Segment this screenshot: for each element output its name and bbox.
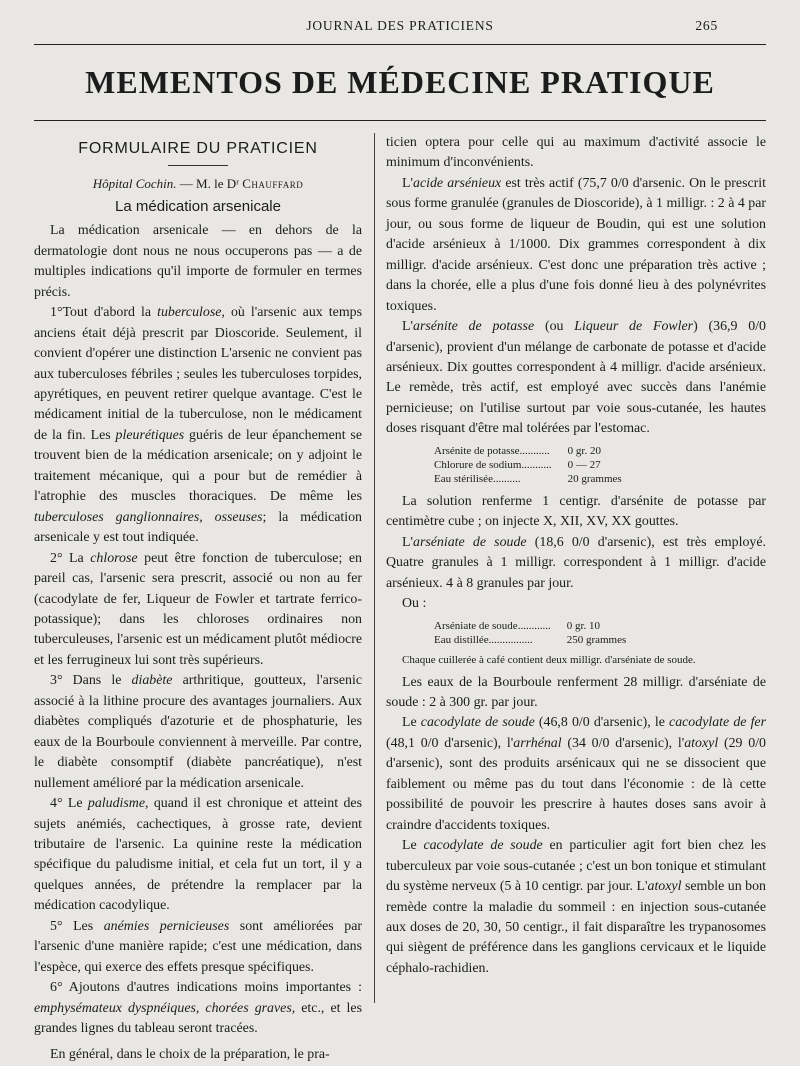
page-title: MEMENTOS DE MÉDECINE PRATIQUE: [85, 64, 715, 100]
header-rule: [34, 44, 766, 45]
paragraph-arsenite-potasse: L'arsénite de potasse (ou Liqueur de Fowler) (36,9 0/0 d'arsenic), provient d'un mélange de carbonate de potasse et d'acide arsénieux. Dix gouttes correspondent à 4 milligr. d'acide arsénieux. Le remède, très actif, est employé avec succès dans l'anémie pernicieuse; on l'utilise surtout par voie sous-cutanée, les hautes doses risquant d'être mal tolérées par l'estomac.: [386, 319, 766, 437]
running-head: [0, 18, 800, 38]
paragraph-diabete: 3° Dans le diabète arthritique, goutteux, l'arsenic associé à la lithine procure des avantages journaliers. Aux diabètes compliqués d'azoturie et de phosphaturie, les eaux de la Bourboule conviennent à merveille. Par contre, le diabète consomptif (diabète pancréatique), n'est nullement amélioré par la médication arsenicale.: [34, 673, 362, 791]
recipe-row: Eau distillée................ 250 grammes: [434, 633, 627, 646]
recipe-arseniate: [434, 619, 626, 647]
paragraph-cacodylates: Le cacodylate de soude (46,8 0/0 d'arsenic), le cacodylate de fer (48,1 0/0 d'arsenic), l'arrhénal (34 0/0 d'arsenic), l'atoxyl (29 0/0 d'arsenic), sont des produits arsénicaux qui ne se dissocient que faiblement ou même pas du tout dans l'économie : de là cette possibilité de pouvoir les prescrire à hautes doses sans avoir à craindre d'accidents toxiques.: [386, 715, 767, 833]
paragraph-chlorose: 2° La chlorose peut être fonction de tuberculose; en pareil cas, l'arsenic sera prescrit, associé ou non au fer (cacodylate de fer, Liqueur de Fowler et tartrate ferrico-potassique); dans les chloroses ordinaires non tuberculeuses, l'arsenic est un médicament plutôt médiocre et les ferrugineux lui sont très supérieurs.: [34, 550, 362, 668]
paragraph-ou: Ou :: [402, 596, 427, 612]
byline-place: Hôpital Cochin.: [92, 176, 177, 192]
paragraph-intro: La médication arsenicale — en dehors de la dermatologie dont nous ne nous occuperons pas — a de multiples indications qu'il importe de formuler en termes précis.: [34, 223, 362, 300]
left-column: [34, 133, 362, 1066]
recipe-row: Arséniate de soude............ 0 gr. 10: [434, 619, 601, 632]
column-divider: [374, 133, 375, 1003]
paragraph-acide-arsenieux: L'acide arsénieux est très actif (75,7 0/0 d'arsenic. On le prescrit sous forme granulée (granules de Dioscoride), à 1 milligr. : 2 à 4 par jour, ou sous forme de liqueur de Boudin, qui est une solution d'acide arsénieux à 1/1000. Dix grammes correspondent à dix milligr. d'acide arsénieux. C'est donc une préparation très active ; dans la chorée, elle a plus d'une fois donné lieu à des polynévrites toxiques.: [386, 175, 766, 314]
byline: [34, 174, 362, 194]
paragraph-solution: La solution renferme 1 centigr. d'arsénite de potasse par centimètre cube ; on injecte X, XII, XV, XX gouttes.: [386, 493, 766, 530]
section-heading: FORMULAIRE DU PRATICIEN: [78, 140, 318, 157]
paragraph-bourboule: Les eaux de la Bourboule renferment 28 milligr. d'arséniate de soude : 2 à 300 gr. par jour.: [386, 674, 766, 710]
paragraph-anemies: 5° Les anémies pernicieuses sont améliorées par l'arsenic d'une manière rapide; c'est une médication, dans l'espèce, qui exerce des effets presque spécifiques.: [34, 918, 362, 975]
article-subheading: La médication arsenicale: [115, 197, 281, 215]
paragraph-paludisme: 4° Le paludisme, quand il est chronique et atteint des sujets anémiés, cachectiques, à grosse rate, devient tributaire de l'arsenic. La quinine reste la médication spécifique du paludisme initial, et cela fut un tort, il y a quelques années, de prétendre la remplacer par la médication cacodylique.: [34, 796, 362, 914]
page-number: 265: [695, 18, 718, 33]
byline-author: Chauffard: [242, 176, 304, 192]
recipe-note: Chaque cuillerée à café contient deux milligr. d'arséniate de soude.: [402, 653, 696, 666]
recipe-row: Chlorure de sodium........... 0 — 27: [434, 458, 601, 471]
paragraph-choix-preparation: En général, dans le choix de la préparation, le pra-: [50, 1047, 330, 1063]
byline-separator: — M. le Dʳ: [176, 176, 243, 192]
paragraph-arseniate-soude: L'arséniate de soude (18,6 0/0 d'arsenic), est très employé. Quatre granules à 1 milligr. correspondent à 1 milligr. d'acide arsénieux. 4 à 8 granules par jour.: [386, 534, 766, 591]
title-rule: [34, 120, 766, 121]
recipe-row: Eau stérilisée.......... 20 grammes: [434, 472, 622, 485]
paragraph-continuation: ticien optera pour celle qui au maximum d'activité associe le minimum d'inconvénients.: [386, 135, 766, 171]
heading-rule: [168, 165, 228, 166]
recipe-arsenite: [434, 444, 622, 486]
right-column: [386, 133, 766, 979]
journal-title: JOURNAL DES PRATICIENS: [306, 18, 494, 33]
paragraph-autres-indications: 6° Ajoutons d'autres indications moins importantes : emphysémateux dyspnéiques, chorées graves, etc., et les grandes lignes du tableau seront tracées.: [34, 980, 362, 1037]
paragraph-tuberculose: 1°Tout d'abord la tuberculose, où l'arsenic aux temps anciens était déjà prescrit par Dioscoride. Seulement, il convient d'opérer une distinction L'arsenic ne convient pas aux tuberculoses fébriles ; seules les tuberculoses torpides, apyrétiques, en peuvent retirer quelque avantage. C'est le médicament initial de la tuberculose, non le médicament de la fin. Les pleurétiques guéris de leur épanchement se trouvent bien de la médication arsenicale; on y adjoint le traitement mécanique, qui a pour but de remédier à l'atrophie des muscles thoraciques. De même les tuberculoses ganglionnaires, osseuses; la médication arsenicale y est tout indiquée.: [34, 305, 363, 546]
paragraph-cacodylate-soude: Le cacodylate de soude en particulier agit fort bien chez les tuberculeux par voie sous-cutanée ; c'est un bon tonique et stimulant du système nerveux (5 à 10 centigr. par jour. L'atoxyl semble un bon remède contre la maladie du sommeil : en injection sous-cutanée aux doses de 20, 30, 50 centigr., il fait disparaître les trypanosomes qui siègent de préférence dans les ganglions cervicaux et le liquide céphalo-rachidien.: [386, 838, 767, 976]
recipe-row: Arsénite de potasse........... 0 gr. 20: [434, 444, 601, 457]
